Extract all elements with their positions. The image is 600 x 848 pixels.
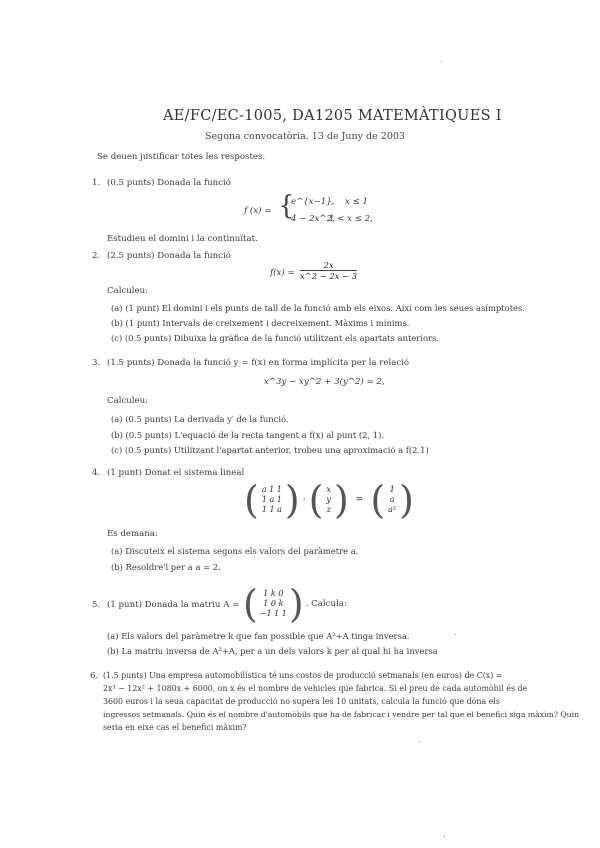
q1-case2-cond: 1 < x ≤ 2, — [329, 214, 373, 224]
q3-number: 3. — [92, 358, 101, 368]
q2-f-lhs: f(x) = — [270, 268, 295, 278]
q3-item-b: (b) (0.5 punts) L'equació de la recta tangent a f(x) al punt (2, 1). — [111, 430, 385, 440]
q1-number: 1. — [92, 178, 101, 188]
q4-rhs-1: 1 — [389, 485, 395, 494]
q2-denominator: x^2 − 2x − 3 — [300, 271, 358, 281]
q1-text: (0.5 punts) Donada la funció — [107, 178, 231, 188]
q5-number: 5. — [92, 600, 101, 610]
q1-f-lhs: f (x) = — [244, 206, 272, 216]
q2-item-a: (a) (1 punt) El domini i els punts de tall de la funció amb els eixos. Així com les seues asímptotes. — [111, 303, 525, 313]
speck — [419, 741, 420, 742]
q1-tail: Estudieu el domini i la continuïtat. — [107, 234, 258, 244]
q5-paren-close: ) — [288, 582, 304, 626]
instructions: Se deuen justificar totes les respostes. — [97, 152, 266, 162]
q6-line-4: ingressos setmanals. Quin és el nombre d'automòbils que ha de fabricar i vendre per tal que el benefici siga màxim? Quin — [103, 710, 580, 719]
q2-fraction — [300, 260, 357, 281]
exam-title: AE/FC/EC-1005, DA1205 MATEMÀTIQUES I — [163, 108, 502, 124]
q2-text: (2.5 punts) Donada la funció — [107, 251, 231, 261]
q6-line-3: 3600 euros i la seua capacitat de producció no supera les 10 unitats, calcula la funció que dóna els — [103, 697, 500, 706]
q1-case1-cond: x ≤ 1 — [345, 197, 368, 207]
q3-text: (1.5 punts) Donada la funció y = f(x) en forma implícita per la relació — [107, 358, 410, 368]
speck — [441, 61, 442, 62]
exam-subtitle: Segona convocatòria. 13 de Juny de 2003 — [205, 131, 405, 142]
q4-rhs-2: a — [389, 495, 395, 504]
q5-row-3: −1 1 1 — [259, 609, 287, 618]
q3-item-a: (a) (0.5 punts) La derivada y′ de la funció. — [111, 414, 289, 424]
q2-number: 2. — [92, 251, 101, 261]
q5-text: (1 punt) Donada la matriu A = — [107, 600, 240, 610]
q2-item-c: (c) (0.5 punts) Dibuixa la gràfica de la funció utilitzant els apartats anteriors. — [111, 333, 439, 343]
q4-var-x: x — [326, 485, 331, 494]
q4-dot: · — [302, 495, 306, 505]
q4-row-2: 1 a 1 — [261, 495, 282, 504]
q2-item-b: (b) (1 punt) Intervals de creixement i decreixement. Màxims i mínims. — [111, 318, 410, 328]
q4-vars — [326, 485, 331, 515]
q4-rhs-paren-open: ( — [370, 478, 386, 522]
speck — [444, 836, 445, 837]
q1-case1-expr: e^{x−1}, — [291, 197, 335, 207]
q4-rhs-3: a² — [388, 505, 397, 514]
q1-case2-expr: 4 − 2x^2, — [291, 214, 335, 224]
q5-row-2: 1 0 k — [263, 599, 284, 608]
q4-item-b: (b) Resoldre'l per a a = 2. — [111, 562, 221, 572]
q4-paren-close: ) — [284, 478, 300, 522]
q4-paren-open: ( — [244, 478, 259, 522]
q3-item-c: (c) (0.5 punts) Utilitzant l'apartat anterior, trobeu una aproximació a f(2.1) — [111, 445, 429, 455]
q5-paren-open: ( — [243, 582, 258, 626]
q5-matrix — [243, 582, 347, 626]
q4-system — [244, 478, 414, 522]
q4-var-paren-close: ) — [333, 478, 349, 522]
q4-item-a: (a) Discuteix el sistema segons els valors del paràmetre a. — [111, 546, 359, 556]
q3-equation: x^3y − xy^2 + 3(y^2) = 2, — [264, 377, 385, 387]
q6-number: 6. — [90, 671, 99, 681]
speck — [455, 634, 456, 635]
q5-item-a: (a) Els valors del paràmetre k que fan possible que A²+A tinga inversa. — [107, 631, 410, 641]
q5-tail: . Calcula: — [305, 599, 347, 609]
q5-matrix-rows — [260, 589, 287, 619]
q5-row-1: 1 k 0 — [263, 589, 284, 598]
q2-numerator: 2x — [323, 260, 334, 270]
q4-row-1: a 1 1 — [261, 485, 282, 494]
q6-line-1: (1.5 punts) Una empresa automobilística té uns costos de producció setmanals (en euros) de C(x) = — [103, 671, 503, 680]
q4-row-3: 1 1 a — [261, 505, 282, 514]
q4-number: 4. — [92, 468, 101, 478]
q1-brace: { — [278, 191, 295, 221]
q4-var-y: y — [326, 495, 331, 504]
q4-calc-label: Es demana: — [107, 529, 158, 539]
q3-calc-label: Calculeu: — [107, 396, 149, 406]
q4-rhs-paren-close: ) — [399, 478, 414, 522]
q4-rhs — [388, 485, 396, 515]
q6-line-5: seria en eixe cas el benefici màxim? — [103, 723, 247, 732]
q4-text: (1 punt) Donat el sistema lineal — [107, 468, 245, 478]
q4-coef-matrix — [262, 485, 282, 515]
q5-item-b: (b) La matriu inversa de A²+A, per a un dels valors k per al qual hi ha inversa — [107, 646, 438, 656]
q4-equals: = — [355, 495, 364, 505]
q6-line-2: 2x³ − 12x² + 1080x + 6000, on x és el nombre de vehicles que fabrica. Si el preu de cada automòbil és de — [103, 684, 528, 693]
q2-calc-label: Calculeu: — [107, 286, 149, 296]
q4-var-z: z — [326, 505, 331, 514]
q4-var-paren-open: ( — [308, 478, 324, 522]
